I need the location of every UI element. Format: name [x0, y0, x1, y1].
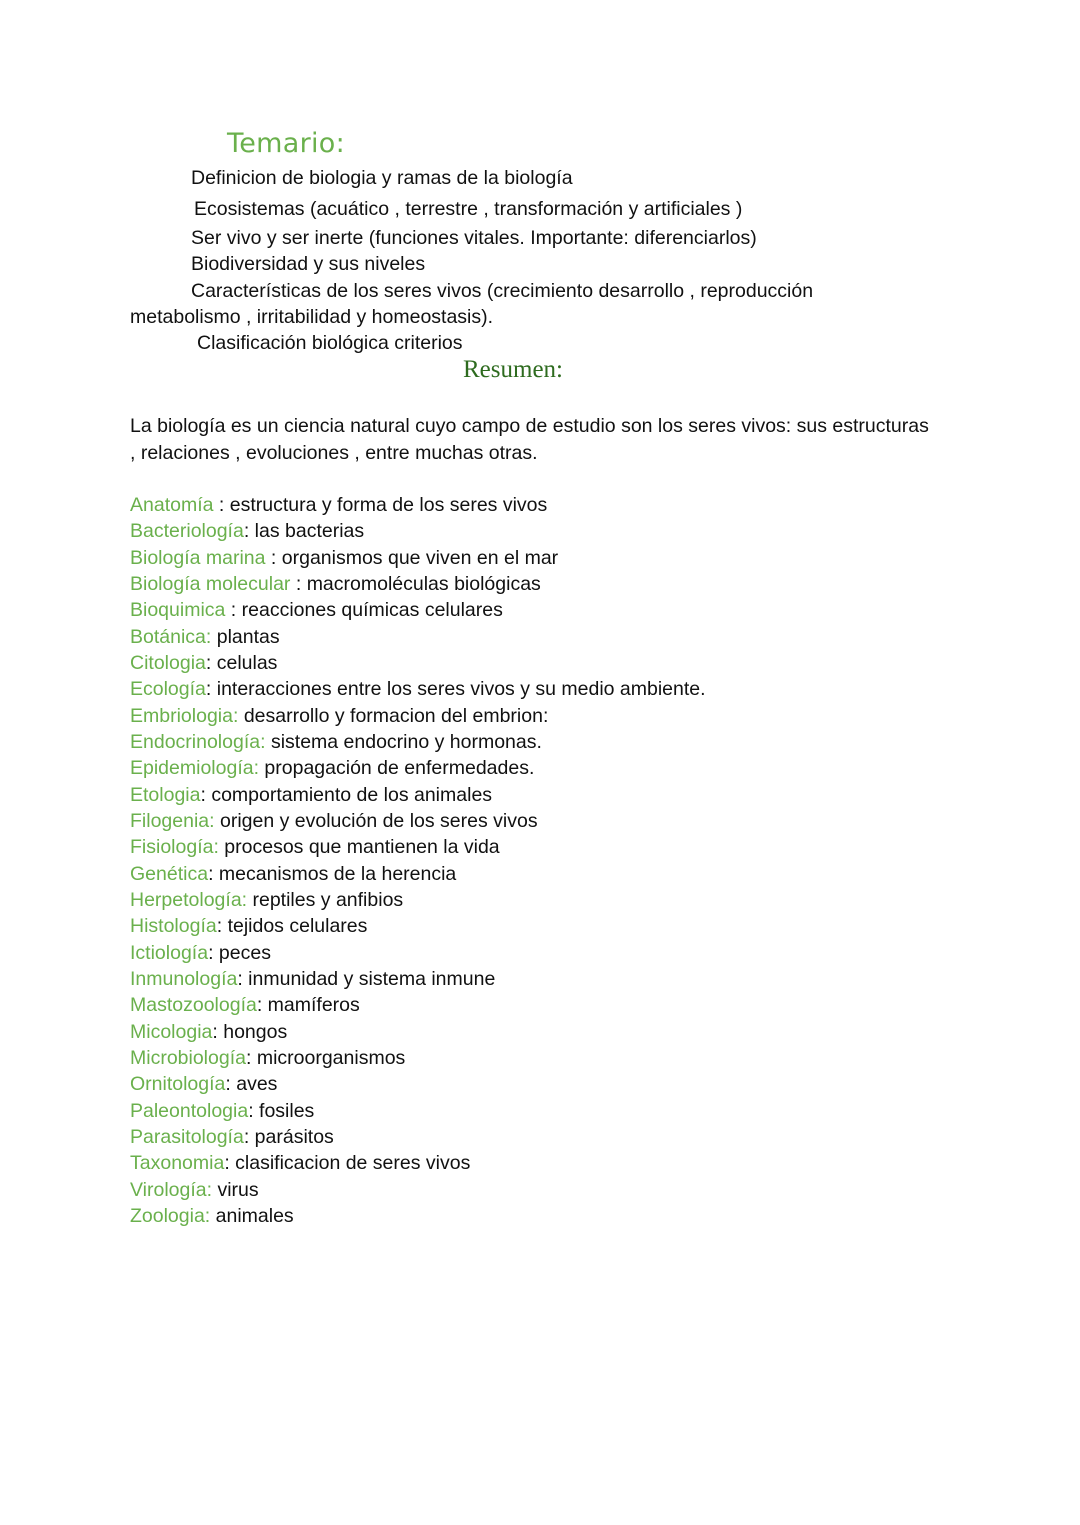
- branch-term: Micologia: [130, 1020, 213, 1043]
- branch-term: Epidemiología:: [130, 757, 259, 780]
- temario-item: Ecosistemas (acuático , terrestre , transformación y artificiales ): [194, 198, 743, 220]
- branch-term: Biología molecular: [130, 572, 291, 595]
- branch-description: virus: [217, 1178, 259, 1201]
- resumen-heading: Resumen:: [463, 356, 563, 383]
- branch-separator: :: [243, 520, 255, 543]
- branch-description: reacciones químicas celulares: [241, 599, 503, 622]
- branch-item: [130, 1098, 1030, 1124]
- branch-term: Histología: [130, 915, 217, 938]
- branch-description: peces: [218, 941, 271, 964]
- branch-item: [130, 992, 1030, 1018]
- branch-description: animales: [215, 1204, 294, 1227]
- branch-description: inmunidad y sistema inmune: [248, 967, 496, 990]
- branch-term: Ornitología: [130, 1073, 226, 1096]
- branch-item: [130, 782, 1030, 808]
- branch-separator: :: [208, 862, 219, 885]
- branch-term: Taxonomia: [130, 1152, 225, 1175]
- branch-item: [130, 940, 1030, 966]
- branch-description: propagación de enfermedades.: [264, 757, 535, 780]
- branch-description: organismos que viven en el mar: [281, 546, 559, 569]
- branch-term: Paleontologia: [130, 1099, 249, 1122]
- branch-item: [130, 624, 1030, 650]
- branch-description: clasificacion de seres vivos: [235, 1152, 471, 1175]
- branch-separator: :: [256, 994, 268, 1017]
- branch-term: Anatomía: [130, 494, 214, 516]
- branch-separator: :: [265, 546, 282, 569]
- branch-item: [130, 1203, 1030, 1229]
- branch-item: [130, 518, 1030, 544]
- branch-separator: :: [237, 967, 249, 990]
- branch-separator: :: [225, 599, 242, 622]
- branch-item: [130, 597, 1030, 623]
- branch-term: Herpetología:: [130, 888, 248, 911]
- branch-description: estructura y forma de los seres vivos: [229, 494, 548, 516]
- branch-separator: :: [200, 783, 212, 806]
- branch-term: Embriologia:: [130, 704, 239, 727]
- branch-description: interacciones entre los seres vivos y su medio ambiente.: [216, 678, 706, 701]
- branch-term: Etologia: [130, 783, 201, 806]
- branch-item: [130, 887, 1030, 913]
- branch-description: microorganismos: [256, 1046, 406, 1069]
- branch-term: Citologia: [130, 651, 206, 674]
- temario-item: Definicion de biologia y ramas de la biología: [191, 167, 573, 189]
- branch-item: [130, 545, 1030, 571]
- branch-item: [130, 966, 1030, 992]
- branch-description: origen y evolución de los seres vivos: [219, 809, 538, 832]
- branch-term: Bacteriología: [130, 520, 244, 543]
- branch-description: tejidos celulares: [227, 915, 368, 938]
- branch-description: reptiles y anfibios: [252, 888, 404, 911]
- branch-separator: :: [248, 1099, 260, 1122]
- resumen-intro-line: , relaciones , evoluciones , entre muchas otras.: [130, 441, 538, 464]
- branch-term: Ictiología: [130, 941, 209, 964]
- branch-separator: :: [216, 915, 228, 938]
- branch-separator: :: [225, 1073, 237, 1096]
- branch-term: Bioquimica: [130, 599, 226, 622]
- branch-description: las bacterias: [254, 520, 365, 543]
- branch-term: Mastozoología: [130, 994, 257, 1017]
- temario-item-continuation: metabolismo , irritabilidad y homeostasis).: [130, 306, 494, 328]
- branch-term: Zoologia:: [130, 1204, 211, 1227]
- branch-separator: :: [224, 1152, 236, 1175]
- branch-term: Microbiología: [130, 1046, 246, 1069]
- branch-item: [130, 861, 1030, 887]
- branch-item: [130, 1177, 1030, 1203]
- temario-item: Ser vivo y ser inerte (funciones vitales. Importante: diferenciarlos): [191, 227, 757, 249]
- branch-separator: :: [205, 651, 217, 674]
- temario-item: Biodiversidad y sus niveles: [191, 253, 426, 275]
- branch-description: desarrollo y formacion del embrion:: [243, 704, 549, 727]
- branch-item: [130, 1019, 1030, 1045]
- temario-item: Clasificación biológica criterios: [197, 332, 463, 354]
- branch-separator: :: [213, 494, 230, 516]
- branch-item: [130, 492, 1030, 518]
- branch-term: Botánica:: [130, 625, 212, 648]
- branch-term: Inmunología: [130, 967, 238, 990]
- branch-separator: :: [208, 941, 219, 964]
- branch-description: mecanismos de la herencia: [218, 862, 457, 885]
- branch-description: aves: [236, 1073, 278, 1096]
- branch-term: Biología marina: [130, 546, 266, 569]
- branch-description: mamíferos: [267, 994, 360, 1017]
- branch-separator: :: [290, 572, 307, 595]
- branch-item: [130, 834, 1030, 860]
- branch-description: celulas: [216, 651, 278, 674]
- resumen-intro: [130, 413, 970, 466]
- branch-description: hongos: [223, 1020, 288, 1043]
- branch-description: procesos que mantienen la vida: [224, 836, 500, 859]
- branch-item: [130, 1071, 1030, 1097]
- branch-separator: :: [243, 1125, 255, 1148]
- branch-term: Virología:: [130, 1178, 213, 1201]
- branch-item: [130, 571, 1030, 597]
- branch-description: plantas: [216, 625, 280, 648]
- branch-item: [130, 913, 1030, 939]
- branch-item: [130, 650, 1030, 676]
- branch-separator: :: [245, 1046, 257, 1069]
- temario-heading: Temario:: [227, 128, 345, 159]
- branch-item: [130, 1124, 1030, 1150]
- branch-item: [130, 1150, 1030, 1176]
- biology-branches-list: [130, 492, 1030, 1229]
- branch-item: [130, 755, 1030, 781]
- branch-term: Genética: [130, 862, 209, 885]
- branch-description: comportamiento de los animales: [211, 783, 493, 806]
- branch-term: Ecología: [130, 678, 206, 701]
- temario-item: Características de los seres vivos (crecimiento desarrollo , reproducción: [191, 280, 814, 302]
- branch-term: Filogenia:: [130, 809, 215, 832]
- branch-term: Fisiología:: [130, 836, 219, 859]
- branch-description: parásitos: [254, 1125, 334, 1148]
- branch-item: [130, 1045, 1030, 1071]
- branch-item: [130, 729, 1030, 755]
- branch-item: [130, 703, 1030, 729]
- branch-separator: :: [205, 678, 217, 701]
- branch-separator: :: [212, 1020, 224, 1043]
- branch-description: sistema endocrino y hormonas.: [270, 730, 542, 753]
- branch-item: [130, 676, 1030, 702]
- resumen-intro-line: La biología es un ciencia natural cuyo campo de estudio son los seres vivos: sus estructuras: [130, 415, 929, 437]
- branch-description: fosiles: [259, 1099, 315, 1122]
- branch-item: [130, 808, 1030, 834]
- branch-term: Parasitología: [130, 1125, 244, 1148]
- branch-description: macromoléculas biológicas: [306, 572, 541, 595]
- branch-term: Endocrinología:: [130, 730, 266, 753]
